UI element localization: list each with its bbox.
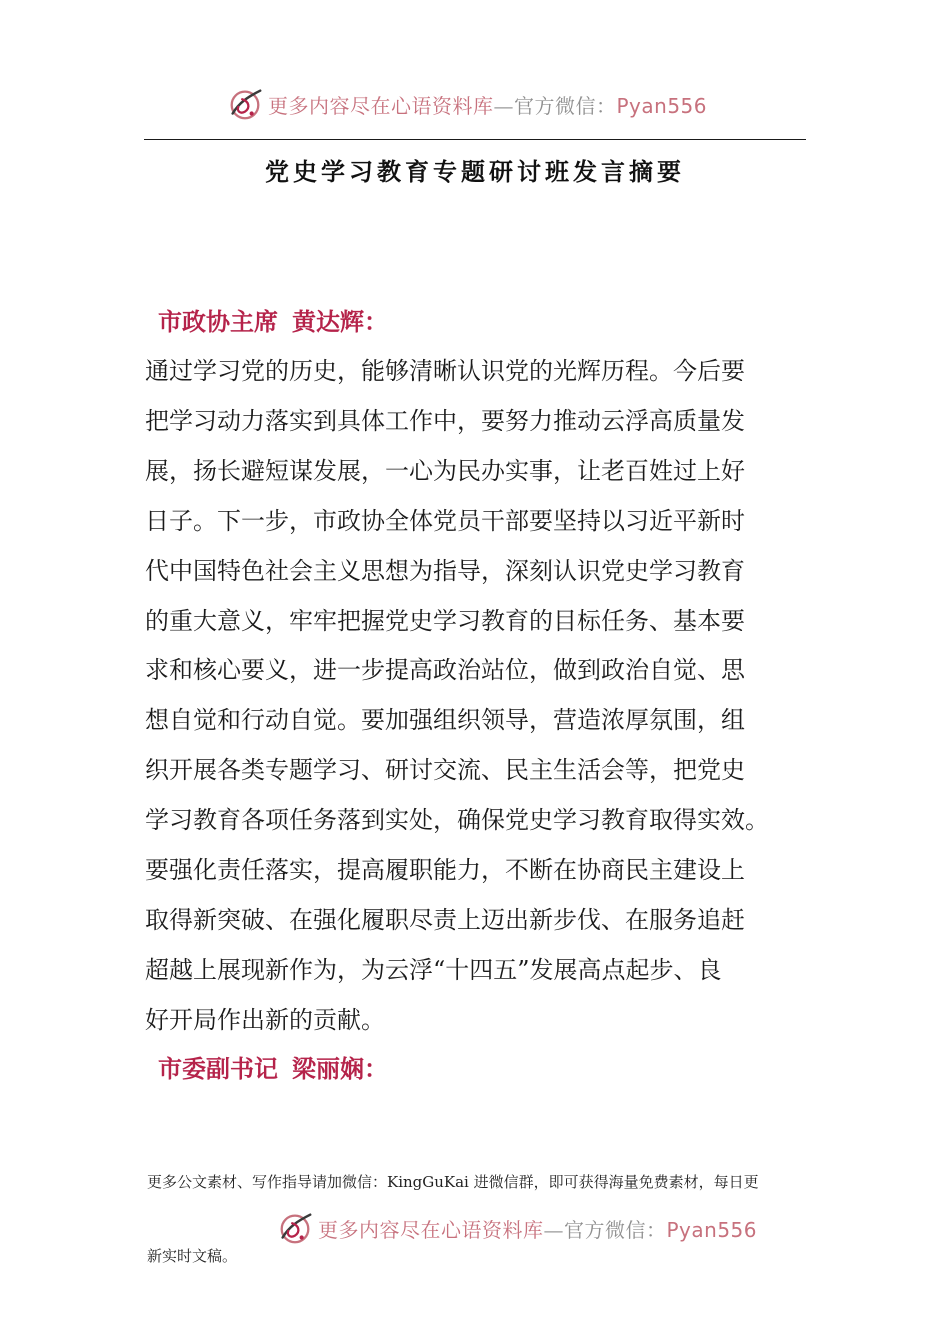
- brush-swirl-logo-icon: [226, 85, 264, 123]
- footer-note-continued: 新实时文稿。: [147, 1247, 238, 1265]
- speaker-role: 市政协主席: [158, 307, 278, 336]
- speaker-name: 黄达辉：: [292, 307, 388, 336]
- paragraph-line: 把学习动力落实到具体工作中，要努力推动云浮高质量发: [145, 406, 745, 435]
- paragraph-line: 代中国特色社会主义思想为指导，深刻认识党史学习教育: [145, 556, 745, 585]
- paragraph-line: 通过学习党的历史，能够清晰认识党的光辉历程。今后要: [145, 357, 745, 385]
- paragraph-line: 想自觉和行动自觉。要加强组织领导，营造浓厚氛围，组: [145, 706, 745, 735]
- paragraph-line: 好开局作出新的贡献。: [145, 1005, 385, 1034]
- speaker-heading-2: [158, 1049, 388, 1089]
- speaker-name: 梁丽娴：: [292, 1054, 388, 1083]
- header-banner-text: 更多内容尽在心语资料库—官方微信：Pyan556: [268, 93, 708, 118]
- paragraph-line: 展，扬长避短谋发展，一心为民办实事，让老百姓过上好: [145, 456, 745, 485]
- footer-banner: [276, 1208, 757, 1248]
- footer-note: 更多公文素材、写作指导请加微信：KingGuKai 进微信群，即可获得海量免费素材，每日更: [147, 1173, 759, 1191]
- paragraph-line: 的重大意义，牢牢把握党史学习教育的目标任务、基本要: [145, 606, 745, 635]
- paragraph-line: 取得新突破、在强化履职尽责上迈出新步伐、在服务追赶: [145, 905, 745, 934]
- brush-swirl-logo-icon: [276, 1209, 314, 1247]
- paragraph-line: 超越上展现新作为，为云浮“十四五”发展高点起步、良: [145, 955, 722, 984]
- paragraph-line: 求和核心要义，进一步提高政治站位，做到政治自觉、思: [145, 656, 745, 685]
- paragraph-line: 要强化责任落实，提高履职能力，不断在协商民主建设上: [145, 856, 745, 885]
- speaker-role: 市委副书记: [158, 1054, 278, 1083]
- paragraph-line: 学习教育各项任务落到实处，确保党史学习教育取得实效。: [145, 806, 769, 835]
- header-divider: [144, 139, 806, 140]
- paragraph-line: 日子。下一步，市政协全体党员干部要坚持以习近平新时: [145, 506, 745, 535]
- footer-banner-text: 更多内容尽在心语资料库—官方微信：Pyan556: [318, 1217, 758, 1242]
- header-banner: [226, 84, 707, 124]
- paragraph-line: 织开展各类专题学习、研讨交流、民主生活会等，把党史: [145, 756, 745, 785]
- speaker-heading-1: [158, 302, 388, 342]
- document-title: 党史学习教育专题研讨班发言摘要: [265, 157, 685, 186]
- speech-paragraph-1: [145, 347, 807, 1046]
